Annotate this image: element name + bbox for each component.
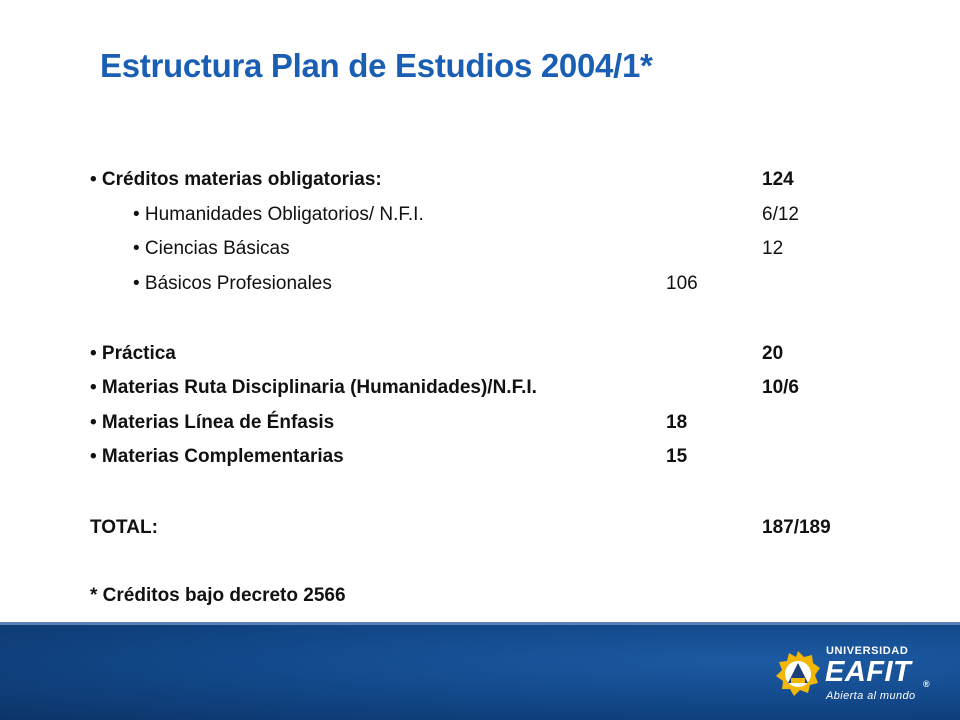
logo-tagline: Abierta al mundo bbox=[826, 690, 916, 702]
logo-university-text: UNIVERSIDAD bbox=[826, 645, 909, 657]
row-label: • Materias Línea de Énfasis bbox=[90, 412, 335, 433]
row-label: • Ciencias Básicas bbox=[133, 238, 290, 259]
eafit-logo bbox=[775, 645, 935, 705]
row-label: • Materias Complementarias bbox=[90, 446, 344, 467]
row-label: • Básicos Profesionales bbox=[133, 273, 332, 294]
row-value: 106 bbox=[666, 273, 698, 294]
row-value: 187/189 bbox=[762, 517, 831, 538]
row-value: 124 bbox=[762, 169, 794, 190]
row-value: 18 bbox=[666, 412, 688, 433]
row-value: 10/6 bbox=[762, 377, 799, 398]
eafit-emblem-icon bbox=[775, 649, 821, 699]
row-label: • Materias Ruta Disciplinaria (Humanidades)/N.F.I. bbox=[90, 377, 537, 398]
row-label: * Créditos bajo decreto 2566 bbox=[90, 585, 346, 606]
row-label: • Humanidades Obligatorios/ N.F.I. bbox=[133, 204, 424, 225]
logo-eafit-text: EAFIT bbox=[825, 656, 912, 688]
row-label: TOTAL: bbox=[90, 517, 158, 538]
row-label: • Créditos materias obligatorias: bbox=[90, 169, 382, 190]
logo-registered-mark: ® bbox=[923, 679, 930, 689]
row-value: 6/12 bbox=[762, 204, 799, 225]
row-value: 12 bbox=[762, 238, 784, 259]
row-value: 20 bbox=[762, 343, 784, 364]
footer-divider bbox=[0, 622, 960, 625]
row-label: • Práctica bbox=[90, 343, 176, 364]
row-value: 15 bbox=[666, 446, 688, 467]
slide-title: Estructura Plan de Estudios 2004/1* bbox=[100, 47, 653, 84]
